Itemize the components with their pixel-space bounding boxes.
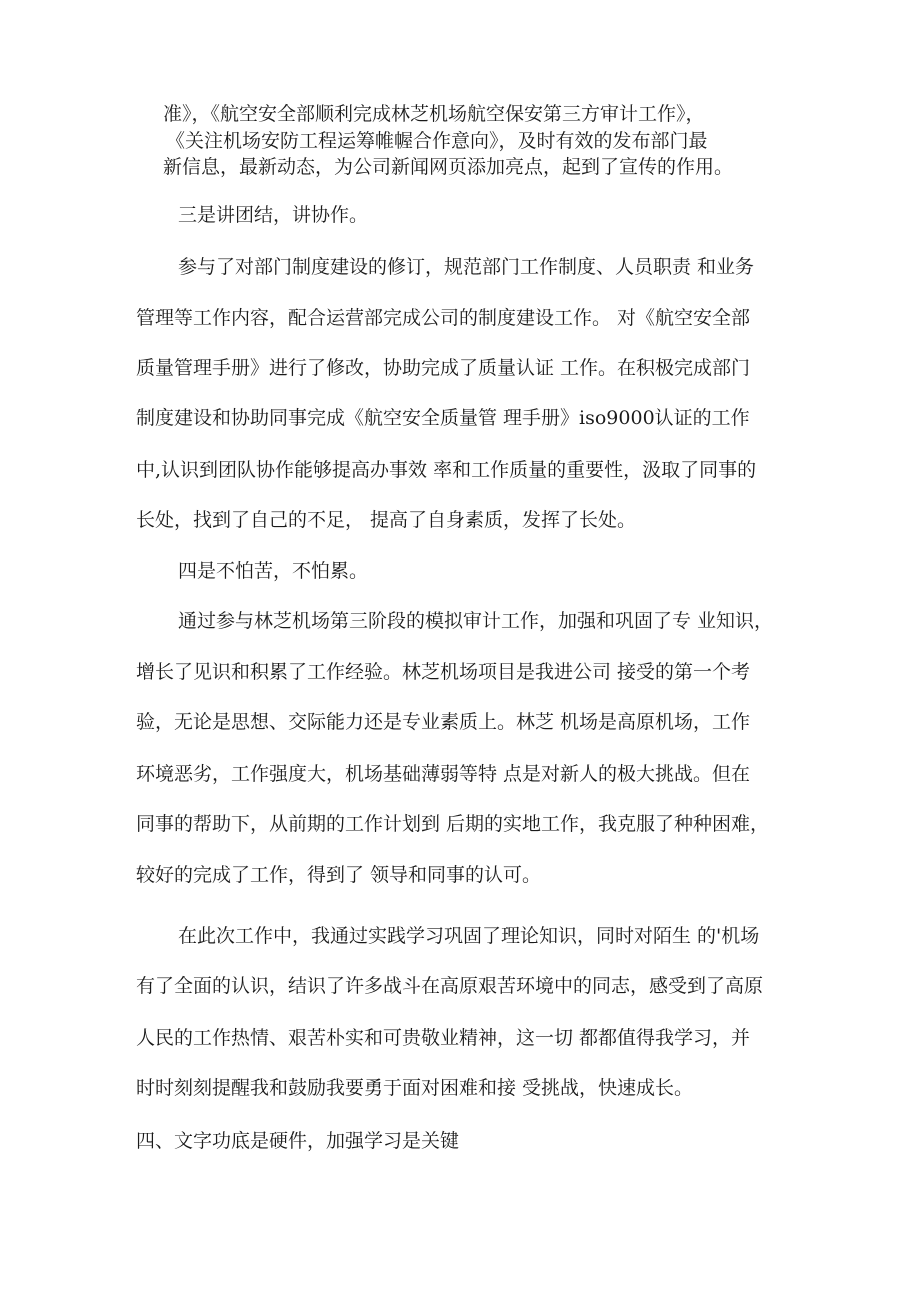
text-line: 参与了对部门制度建设的修订，规范部门工作制度、人员职责 和业务	[178, 256, 755, 278]
text-line: 通过参与林芝机场第三阶段的模拟审计工作，加强和巩固了专 业知识，	[178, 610, 774, 632]
text-line: 管理等工作内容，配合运营部完成公司的制度建设工作。 对《航空安全部	[136, 307, 751, 329]
text-line: 在此次工作中，我通过实践学习巩固了理论知识，同时对陌生 的'机场	[178, 925, 760, 947]
text-line: 中,认识到团队协作能够提高办事效 率和工作质量的重要性，汲取了同事的	[136, 459, 757, 481]
section-heading-3: 三是讲团结，讲协作。	[178, 204, 369, 226]
text-line: 质量管理手册》进行了修改，协助完成了质量认证 工作。在积极完成部门	[136, 357, 751, 379]
text-line: 时时刻刻提醒我和鼓励我要勇于面对困难和接 受挑战，快速成长。	[136, 1077, 694, 1099]
text-line: 验，无论是思想、交际能力还是专业素质上。林芝 机场是高原机场，工作	[136, 711, 751, 733]
text-line: 制度建设和协助同事完成《航空安全质量管 理手册》iso9000认证的工作	[136, 407, 750, 429]
text-line: 长处，找到了自己的不足， 提高了自身素质，发挥了长处。	[136, 509, 637, 531]
text-line: 环境恶劣，工作强度大，机场基础薄弱等特 点是对新人的极大挑战。但在	[136, 763, 751, 785]
text-line: 增长了见识和积累了工作经验。林芝机场项目是我进公司 接受的第一个考	[136, 661, 751, 683]
text-line: 较好的完成了工作，得到了 领导和同事的认可。	[136, 864, 542, 886]
text-line: 准》，《航空安全部顺利完成林芝机场航空保安第三方审计工作》，	[163, 103, 705, 125]
text-line: 人民的工作热情、艰苦朴实和可贵敬业精神，这一切 都都值得我学习，并	[136, 1027, 751, 1049]
text-line: 有了全面的认识，结识了许多战斗在高原艰苦环境中的同志，感受到了高原	[136, 975, 764, 997]
section-heading-4: 四是不怕苦，不怕累。	[178, 560, 369, 582]
section-heading-four: 四、文字功底是硬件，加强学习是关键	[136, 1130, 460, 1152]
text-line: 同事的帮助下，从前期的工作计划到 后期的实地工作，我克服了种种困难，	[136, 813, 770, 835]
text-line: 《关注机场安防工程运筹帷幄合作意向》，及时有效的发布部门最	[166, 130, 708, 152]
text-line: 新信息，最新动态，为公司新闻网页添加亮点，起到了宣传的作用。	[163, 156, 734, 178]
